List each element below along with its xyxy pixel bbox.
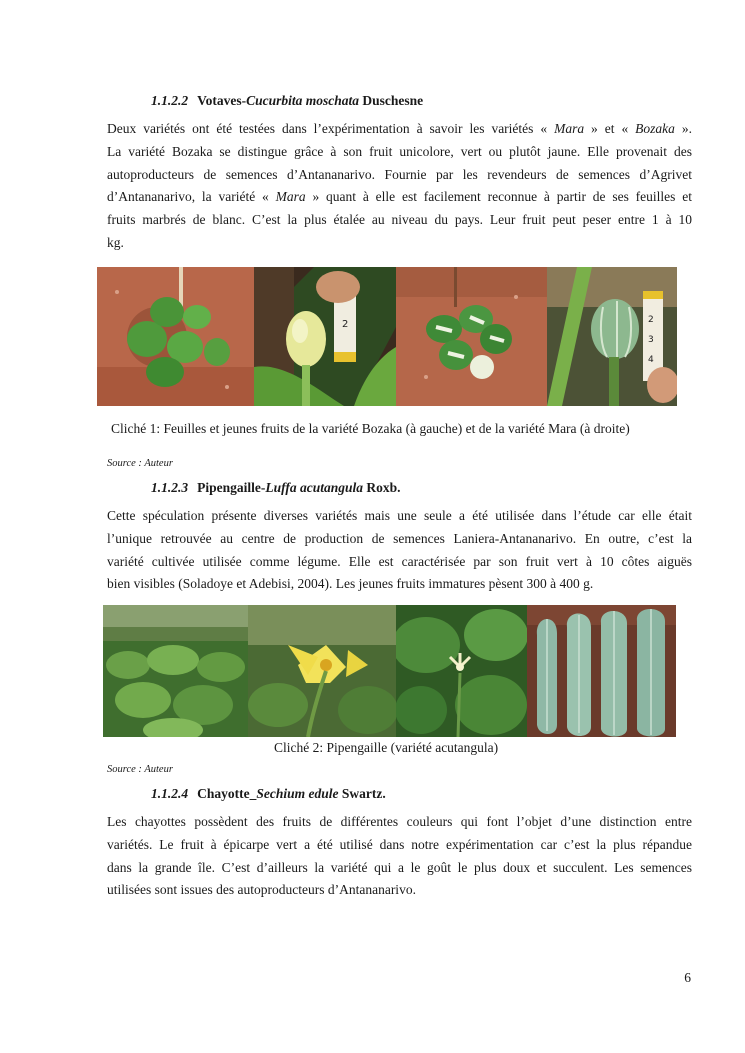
text-line: fruits marbrés de blanc. C’est la plus étalée au niveau du pays. Leur fruit peut peser entre 1 à 10	[107, 212, 692, 228]
figure-1-source: Source : Auteur	[107, 458, 173, 469]
svg-text:2: 2	[648, 315, 654, 325]
paragraph-chayotte	[107, 811, 692, 902]
page-number: 6	[684, 970, 691, 985]
text-line: variétés. Le fruit à épicarpe vert a été utilisé dans notre expérimentation car c’est la plus répandue	[107, 836, 692, 852]
species-name: Cucurbita moschata	[246, 93, 360, 108]
photo-luffa-field	[103, 605, 248, 737]
section-title: Pipengaille-	[197, 480, 266, 495]
svg-text:4: 4	[648, 355, 654, 365]
species-name: Luffa acutangula	[265, 480, 364, 495]
text-line: kg.	[107, 234, 124, 250]
text-line: dans la grande île. C’est d’ailleurs la variété qui a le goût le plus doux et succulent. Les semences	[107, 859, 692, 875]
text-line: autoproducteurs de semences d’Antananarivo. Fournie par les revendeurs de semences d’Agrivet	[107, 166, 692, 182]
text-line: La variété Bozaka se distingue grâce à son fruit unicolore, vert ou plutôt jaune. Elle provenait des	[107, 143, 692, 159]
svg-text:3: 3	[648, 335, 654, 345]
photo-luffa-bud	[396, 605, 527, 737]
paragraph-votaves	[107, 118, 692, 255]
text-line: l’unique retrouvée au centre de production de semences Laniera-Antananarivo. En outre, c’est la	[107, 530, 692, 546]
text-line: d’Antananarivo, la variété « Mara » quant à elle est facilement reconnue à partir de ses feuilles et	[107, 189, 692, 205]
photo-mara-fruit	[547, 267, 677, 406]
photo-bozaka-fruit	[254, 267, 396, 406]
text-line: Deux variétés ont été testées dans l’expérimentation à savoir les variétés « Mara » et « Bozaka ».	[107, 121, 693, 136]
species-author: Roxb.	[363, 480, 401, 495]
section-heading-1-1-2-3	[151, 480, 401, 496]
text-line: bien visibles (Soladoye et Adebisi, 2004). Les jeunes fruits immatures pèsent 300 à 400 g.	[107, 576, 594, 592]
svg-text:2: 2	[342, 319, 349, 330]
photo-luffa-flower	[248, 605, 396, 737]
species-author: Duschesne	[359, 93, 424, 108]
section-number: 1.1.2.3	[151, 480, 189, 495]
text-line: utilisées sont issues des autoproducteurs d’Antananarivo.	[107, 882, 416, 898]
photo-mara-leaves	[396, 267, 547, 406]
section-number: 1.1.2.2	[151, 93, 189, 108]
figure-2-source: Source : Auteur	[107, 764, 173, 775]
text-line: variété cultivée utilisée comme légume. Elle est caractérisée par son fruit vert à 10 côtes aiguës	[107, 553, 692, 569]
paragraph-pipengaille	[107, 505, 692, 596]
section-title: Chayotte_	[197, 786, 257, 801]
photo-luffa-fruits	[527, 605, 676, 737]
figure-1-photos	[97, 267, 677, 406]
figure-2-caption: Cliché 2: Pipengaille (variété acutangula)	[274, 740, 499, 755]
figure-2-photos	[103, 605, 676, 737]
photo-bozaka-leaves	[97, 267, 254, 406]
section-heading-1-1-2-2	[151, 93, 423, 109]
section-title: Votaves-	[197, 93, 247, 108]
section-number: 1.1.2.4	[151, 786, 189, 801]
section-heading-1-1-2-4	[151, 786, 386, 802]
species-name: Sechium edule	[256, 786, 339, 801]
text-line: Les chayottes possèdent des fruits de différentes couleurs qui font l’objet d’une distinction entre	[107, 814, 692, 829]
species-author: Swartz.	[338, 786, 386, 801]
text-line: Cette spéculation présente diverses variétés mais une seule a été utilisée dans l’étude car elle était	[107, 508, 692, 523]
figure-1-caption: Cliché 1: Feuilles et jeunes fruits de la variété Bozaka (à gauche) et de la variété Mara (à droite)	[111, 421, 630, 436]
